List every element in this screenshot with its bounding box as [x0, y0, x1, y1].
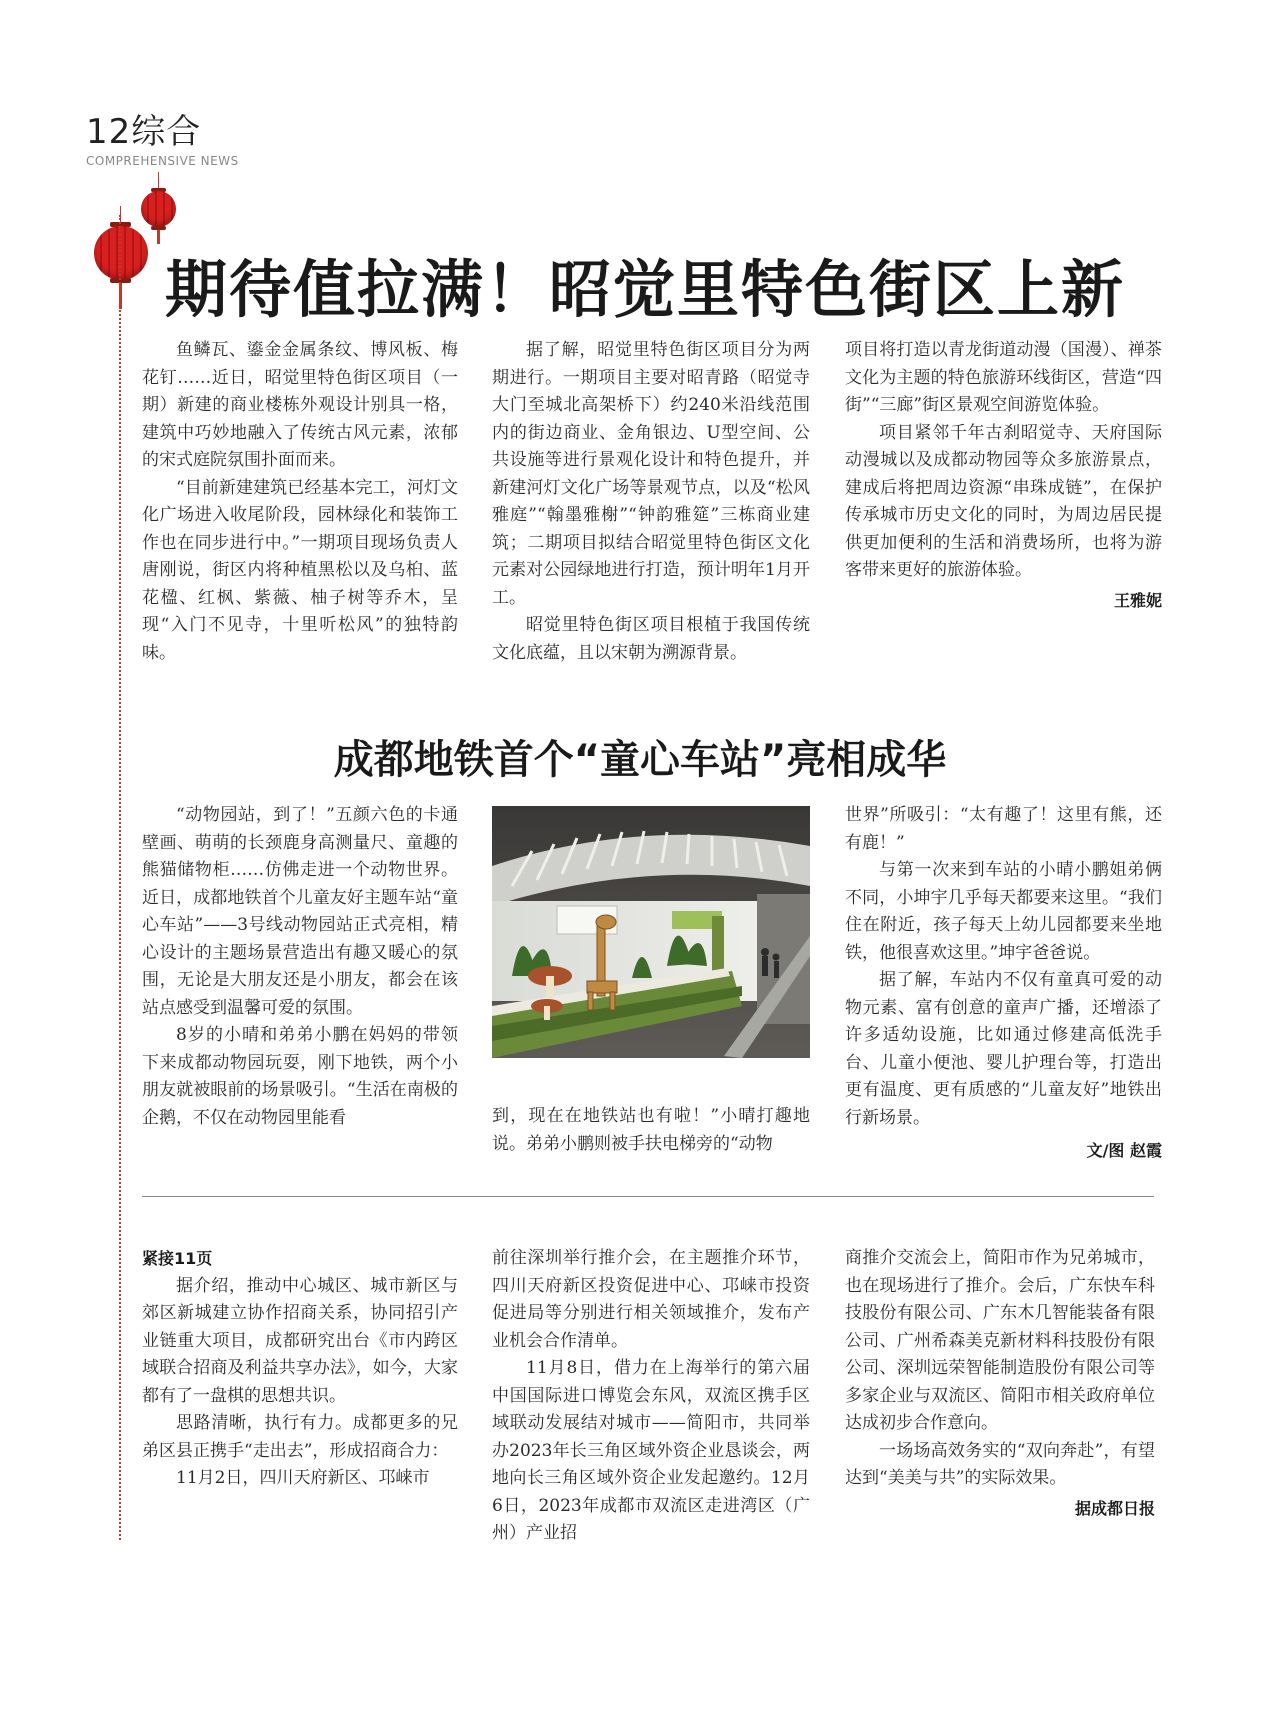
paragraph: 到，现在在地铁站也有啦！”小晴打趣地说。弟弟小鹏则被手扶电梯旁的“动物	[492, 1106, 810, 1154]
byline-article-1: 王雅妮	[1113, 590, 1162, 610]
article-2-column-3	[845, 802, 1162, 1164]
paragraph: 项目将打造以青龙街道动漫（国漫）、禅茶文化为主题的特色旅游环线街区，营造“四街”“三廊”街区景观空间游览体验。	[845, 340, 1162, 415]
article-1-column-1	[142, 337, 458, 667]
section-divider	[142, 1196, 1154, 1197]
section-label-en: COMPREHENSIVE NEWS	[86, 154, 239, 168]
paragraph: 据了解，昭觉里特色街区项目分为两期进行。一期项目主要对昭青路（昭觉寺大门至城北高架桥下）约240米沿线范围内的街边商业、金角银边、U型空间、公共设施等进行景观化设计和特色提升，并新建河灯文化广场等景观节点，以及“松风雅庭”“翰墨雅榭”“钟韵雅筵”三栋商业建筑；二期项目拟结合昭觉里特色街区文化元素对公园绿地进行打造，预计明年1月开工。	[492, 340, 810, 608]
paragraph: 世界”所吸引：“太有趣了！这里有熊，还有鹿！”	[845, 805, 1162, 853]
paragraph: 与第一次来到车站的小晴小鹏姐弟俩不同，小坤宇几乎每天都要来这里。“我们住在附近，孩子每天上幼儿园都要来坐地铁，他很喜欢这里。”坤宇爸爸说。	[845, 860, 1162, 963]
article-3-column-2	[492, 1245, 810, 1548]
paragraph: 鱼鳞瓦、鎏金金属条纹、博风板、梅花钉……近日，昭觉里特色街区项目（一期）新建的商业楼栋外观设计别具一格，建筑中巧妙地融入了传统古风元素，浓郁的宋式庭院氛围扑面而来。	[142, 340, 458, 470]
paragraph: 思路清晰，执行有力。成都更多的兄弟区县正携手“走出去”，形成招商合力：	[142, 1413, 458, 1461]
paragraph: 8岁的小晴和弟弟小鹏在妈妈的带领下来成都动物园玩耍，刚下地铁，两个小朋友就被眼前的场景吸引。“生活在南极的企鹅，不仅在动物园里能看	[142, 1025, 458, 1128]
paragraph: 项目紧邻千年古刹昭觉寺、天府国际动漫城以及成都动物园等众多旅游景点，建成后将把周边资源“串珠成链”，在保护传承城市历史文化的同时，为周边居民提供更加便利的生活和消费场所，也将为游客带来更好的旅游体验。	[845, 422, 1162, 580]
article-2-column-2	[492, 1103, 810, 1158]
margin-dotted-line	[119, 215, 121, 1540]
headline-article-1: 期待值拉满！昭觉里特色街区上新	[165, 253, 1126, 326]
byline-article-2: 文/图 赵霞	[1086, 1140, 1162, 1160]
metro-station-photo	[492, 806, 810, 1058]
article-1-column-2	[492, 337, 810, 667]
continued-label: 紧接11页	[142, 1249, 213, 1268]
paragraph: 商推介交流会上，简阳市作为兄弟城市，也在现场进行了推介。会后，广东快车科技股份有限公司、广东木几智能装备有限公司、广州希森美克新材料科技股份有限公司、深圳远荣智能制造股份有限公司等多家企业与双流区、简阳市相关政府单位达成初步合作意向。	[845, 1248, 1155, 1433]
article-1-column-3	[845, 337, 1162, 614]
page-number: 12综合	[86, 112, 202, 152]
paragraph: 昭觉里特色街区项目根植于我国传统文化底蕴，且以宋朝为溯源背景。	[492, 615, 810, 663]
paragraph: 据介绍，推动中心城区、城市新区与郊区新城建立协作招商关系，协同招引产业链重大项目，成都研究出台《市内跨区域联合招商及利益共享办法》，如今，大家都有了一盘棋的思想共识。	[142, 1275, 458, 1406]
paragraph: 11月2日，四川天府新区、邛崃市	[176, 1468, 430, 1488]
headline-article-2: 成都地铁首个“童心车站”亮相成华	[333, 737, 947, 783]
article-2-column-1	[142, 802, 458, 1132]
article-3-column-3	[845, 1245, 1155, 1522]
paragraph: 一场场高效务实的“双向奔赴”，有望达到“美美与共”的实际效果。	[845, 1440, 1155, 1488]
paragraph: 据了解，车站内不仅有童真可爱的动物元素、富有创意的童声广播，还增添了许多适幼设施，比如通过修建高低洗手台、儿童小便池、婴儿护理台等，打造出更有温度、更有质感的“儿童友好”地铁出行新场景。	[845, 970, 1162, 1128]
paragraph: “目前新建建筑已经基本完工，河灯文化广场进入收尾阶段，园林绿化和装饰工作也在同步进行中。”一期项目现场负责人唐刚说，街区内将种植黑松以及乌桕、蓝花楹、红枫、紫薇、柚子树等乔木，呈现“入门不见寺，十里听松风”的独特韵味。	[142, 477, 458, 663]
article-3-column-1	[142, 1245, 458, 1493]
paragraph: 前往深圳举行推介会，在主题推介环节，四川天府新区投资促进中心、邛崃市投资促进局等分别进行相关领域推介，发布产业机会合作清单。	[492, 1248, 810, 1351]
byline-article-3: 据成都日报	[1074, 1498, 1155, 1518]
paragraph: “动物园站，到了！”五颜六色的卡通壁画、萌萌的长颈鹿身高测量尺、童趣的熊猫储物柜……仿佛走进一个动物世界。近日，成都地铁首个儿童友好主题车站“童心车站”——3号线动物园站正式亮相，精心设计的主题场景营造出有趣又暖心的氛围，无论是大朋友还是小朋友，都会在该站点感受到温馨可爱的氛围。	[142, 805, 458, 1018]
paragraph: 11月8日，借力在上海举行的第六届中国国际进口博览会东风，双流区携手区域联动发展结对城市——简阳市，共同举办2023年长三角区域外资企业恳谈会，两地向长三角区域外资企业发起邀约。12月6日，2023年成都市双流区走进湾区（广州）产业招	[492, 1358, 810, 1543]
